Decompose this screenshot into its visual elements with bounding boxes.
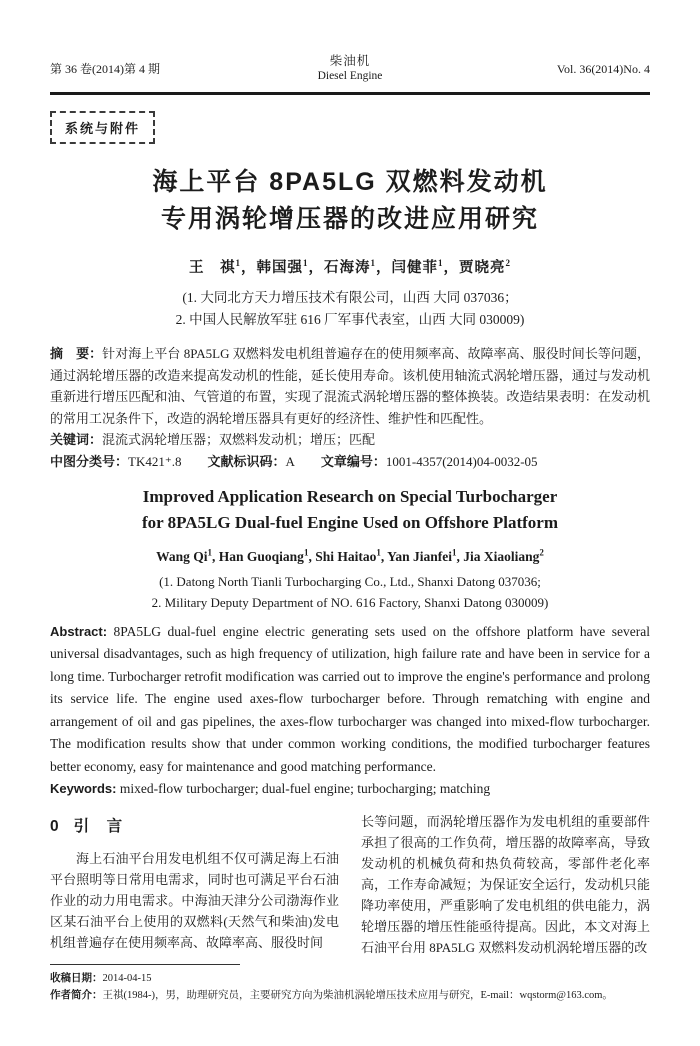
journal-name xyxy=(318,54,383,84)
article-id: 文章编号：1001-4357(2014)04-0032-05 xyxy=(320,453,538,469)
authors-cn xyxy=(50,256,650,277)
section-title: 引 言 xyxy=(73,817,124,835)
author-en: Han Guoqiang$^1$, xyxy=(218,547,316,564)
author-bio-label: 作者简介： xyxy=(50,989,103,1001)
author-en: Yan Jianfei$^1$, xyxy=(387,547,464,564)
journal-name-cn: 柴油机 xyxy=(329,54,371,68)
footnote-divider xyxy=(50,964,240,965)
author-cn: 韩国强$^1$， xyxy=(256,258,324,276)
author-en: Shi Haitao$^1$, xyxy=(315,547,388,564)
abstract-en-text: 8PA5LG dual-fuel engine electric generating sets used on the offshore platform have several universal disadvantages, such as high frequency of utilization, high failure rate and have been in service for a long time. Turbocharger retrofit modification was carried out to improve the engine's performance and prolong its service life. The engine used axes-flow turbocharger before. Through rematching with engine and arrangement of oil and gas pipelines, the axes-flow turbocharger was changed into mixed-flow turbocharger. The modification results show that under common working conditions, the modified turbocharger features better economy, easy for maintenance and good matching performance. xyxy=(50,623,650,774)
column-badge: 系统与附件 xyxy=(50,111,155,144)
abstract-cn-text: 针对海上平台 8PA5LG 双燃料发电机组普遍存在的使用频率高、故障率高、服役时间长等问题，通过涡轮增压器的改造来提高发动机的性能，延长使用寿命。该机使用轴流式涡轮增压器，通过与发动机重新进行增压匹配和油、气管道的布置，实现了混流式涡轮增压器的整体换装。改造结果表明：在发动机的常用工况条件下，改造的涡轮增压器具有更好的经济性、维护性和匹配性。 xyxy=(50,346,650,426)
keywords-cn-text: 混流式涡轮增压器；双燃料发动机；增压；匹配 xyxy=(102,432,376,447)
author-bio-line xyxy=(50,987,650,1005)
author-en: Jia Xiaoliang$^2$ xyxy=(463,547,544,564)
abstract-cn xyxy=(50,343,650,429)
issue-info-en: Vol. 36(2014)No. 4 xyxy=(556,61,650,76)
author-cn: 王 祺$^1$， xyxy=(189,258,257,276)
affiliation-cn-2: 2. 中国人民解放军驻 616 厂军事代表室，山西 大同 030009) xyxy=(175,312,525,327)
keywords-cn-label: 关键词： xyxy=(50,432,103,447)
introduction-section xyxy=(50,811,650,958)
keywords-en xyxy=(50,778,650,801)
intro-right-column xyxy=(361,811,650,958)
abstract-cn-label: 摘 要： xyxy=(50,346,103,361)
journal-header xyxy=(50,54,650,84)
section-number: 0 xyxy=(50,817,60,835)
authors-en xyxy=(50,547,650,565)
abstract-en xyxy=(50,621,650,779)
affiliation-cn-1: (1. 大同北方天力增压技术有限公司，山西 大同 037036； xyxy=(182,290,518,305)
keywords-en-text: mixed-flow turbocharger; dual-fuel engine; turbocharging; matching xyxy=(119,781,491,796)
section-heading xyxy=(50,815,339,839)
article-title-cn xyxy=(50,164,650,238)
received-date-value: 2014-04-15 xyxy=(102,972,152,984)
document-code: 文献标识码：A xyxy=(207,453,295,469)
keywords-cn xyxy=(50,429,650,451)
keywords-en-label: Keywords: xyxy=(50,781,117,796)
intro-paragraph-right: 长等问题，而涡轮增压器作为发电机组的重要部件承担了很高的工作负荷，增压器的故障率高，导致发动机的机械负荷和热负荷较高，零部件老化率高，工作寿命减短；为保证安全运行，发动机只能降功率使用，严重影响了发电机组的供电能力，涡轮增压器的增压性能亟待提高。因此，本文对海上石油平台用 8PA5LG 双燃料发动机涡轮增压器的改 xyxy=(361,813,650,955)
affiliations-en xyxy=(50,571,650,613)
author-cn: 石海涛$^1$， xyxy=(324,258,392,276)
author-en: Wang Qi$^1$, xyxy=(156,547,219,564)
affiliation-en-2: 2. Military Deputy Department of NO. 616 Factory, Shanxi Datong 030009) xyxy=(151,594,549,610)
intro-paragraph-left: 海上石油平台用发电机组不仅可满足海上石油平台照明等日常用电需求，同时也可满足平台石油作业的动力用电需求。中海油天津分公司渤海作业区某石油平台上使用的双燃料(天然气和柴油)发电机组普遍存在使用频率高、故障率高、服役时间 xyxy=(50,850,339,950)
author-cn: 贾晓亮$^2$ xyxy=(459,258,511,276)
clc-number: 中图分类号：TK421⁺.8 xyxy=(50,453,182,469)
affiliation-en-1: (1. Datong North Tianli Turbocharging Co., Ltd., Shanxi Datong 037036; xyxy=(159,573,541,589)
title-en-line2: for 8PA5LG Dual-fuel Engine Used on Offshore Platform xyxy=(141,513,558,532)
issue-info-cn: 第 36 卷(2014)第 4 期 xyxy=(50,61,160,76)
classification-row xyxy=(50,451,650,473)
article-title-en xyxy=(50,484,650,536)
author-bio-text: 王祺(1984-)，男，助理研究员，主要研究方向为柴油机涡轮增压技术应用与研究，E-mail：wqstorm@163.com。 xyxy=(102,990,613,1001)
footnote xyxy=(50,964,650,1005)
title-cn-line2: 专用涡轮增压器的改进应用研究 xyxy=(160,205,539,233)
intro-left-column xyxy=(50,811,339,958)
received-date-label: 收稿日期： xyxy=(50,971,103,984)
affiliations-cn xyxy=(50,287,650,331)
header-divider xyxy=(50,92,650,95)
journal-name-en: Diesel Engine xyxy=(317,70,383,82)
received-date-line xyxy=(50,970,650,988)
abstract-en-label: Abstract: xyxy=(50,623,108,639)
title-cn-line1: 海上平台 8PA5LG 双燃料发动机 xyxy=(152,168,548,196)
author-cn: 闫健菲$^1$， xyxy=(391,258,459,276)
title-en-line1: Improved Application Research on Special Turbocharger xyxy=(142,487,558,506)
